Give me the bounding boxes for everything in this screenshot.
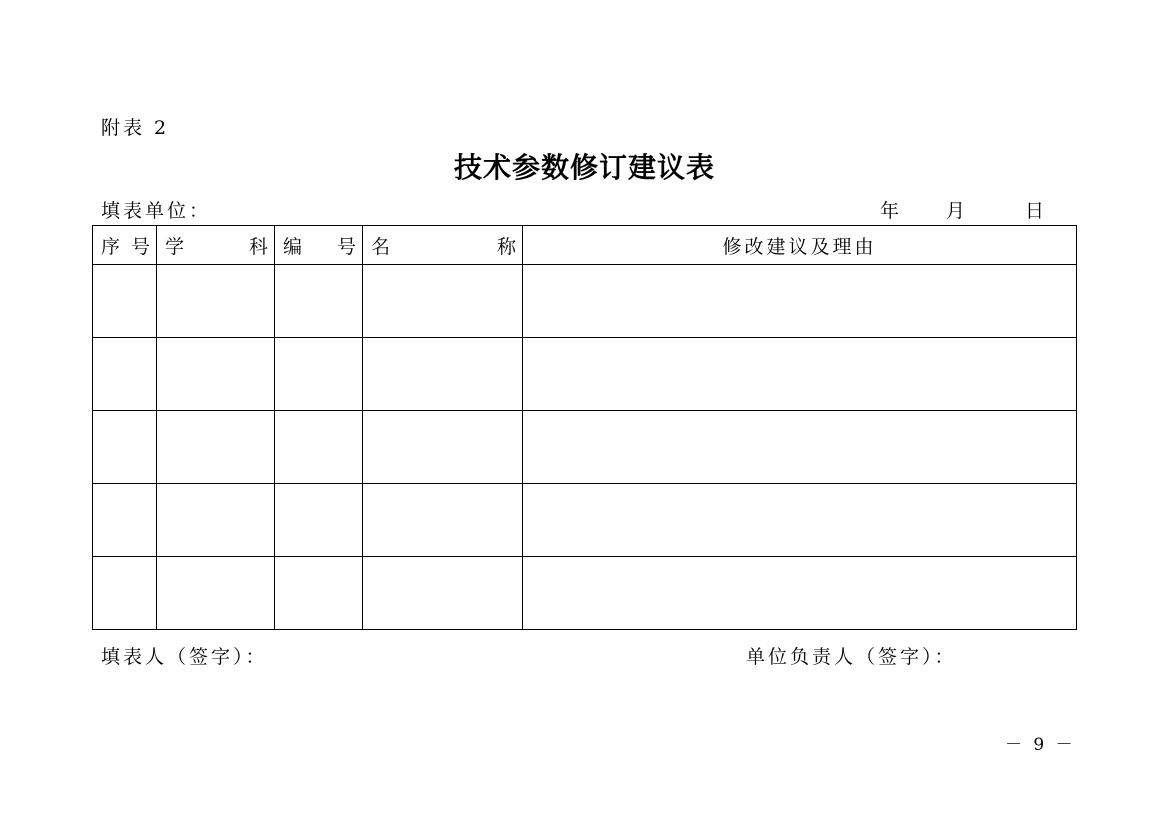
table-header-row (93, 226, 1077, 265)
cell-suggestion[interactable] (523, 265, 1077, 338)
table-row (93, 557, 1077, 630)
filler-signature-label: 填表人（签字）： (101, 646, 268, 668)
cell-subject[interactable] (157, 557, 275, 630)
cell-subject[interactable] (157, 265, 275, 338)
table-row (93, 265, 1077, 338)
cell-seq[interactable] (93, 265, 157, 338)
cell-subject[interactable] (157, 411, 275, 484)
table-row (93, 411, 1077, 484)
cell-code[interactable] (275, 557, 363, 630)
cell-name[interactable] (363, 265, 523, 338)
cell-code[interactable] (275, 484, 363, 557)
form-title: 技术参数修订建议表 (453, 151, 715, 184)
cell-suggestion[interactable] (523, 484, 1077, 557)
page-number: － 9 － (1005, 735, 1076, 755)
cell-seq[interactable] (93, 484, 157, 557)
cell-name[interactable] (363, 484, 523, 557)
header-suggestion: 修改建议及理由 (523, 226, 1077, 265)
header-subject: 学 科 (157, 226, 275, 265)
cell-code[interactable] (275, 338, 363, 411)
cell-subject[interactable] (157, 484, 275, 557)
cell-seq[interactable] (93, 557, 157, 630)
table-row (93, 338, 1077, 411)
filler-unit-label: 填表单位： (101, 200, 212, 222)
cell-seq[interactable] (93, 411, 157, 484)
date-day-label: 日 (1025, 200, 1045, 222)
cell-suggestion[interactable] (523, 557, 1077, 630)
cell-suggestion[interactable] (523, 411, 1077, 484)
cell-code[interactable] (275, 265, 363, 338)
table-row (93, 484, 1077, 557)
cell-code[interactable] (275, 411, 363, 484)
cell-name[interactable] (363, 411, 523, 484)
date-year-label: 年 (880, 200, 900, 222)
cell-seq[interactable] (93, 338, 157, 411)
date-month-label: 月 (946, 200, 966, 222)
attachment-label: 附表 2 (101, 117, 170, 139)
cell-suggestion[interactable] (523, 338, 1077, 411)
cell-name[interactable] (363, 557, 523, 630)
header-name: 名 称 (363, 226, 523, 265)
cell-subject[interactable] (157, 338, 275, 411)
cell-name[interactable] (363, 338, 523, 411)
header-code: 编 号 (275, 226, 363, 265)
header-seq: 序 号 (93, 226, 157, 265)
suggestion-table (92, 225, 1077, 630)
unit-head-signature-label: 单位负责人（签字）： (746, 646, 957, 668)
